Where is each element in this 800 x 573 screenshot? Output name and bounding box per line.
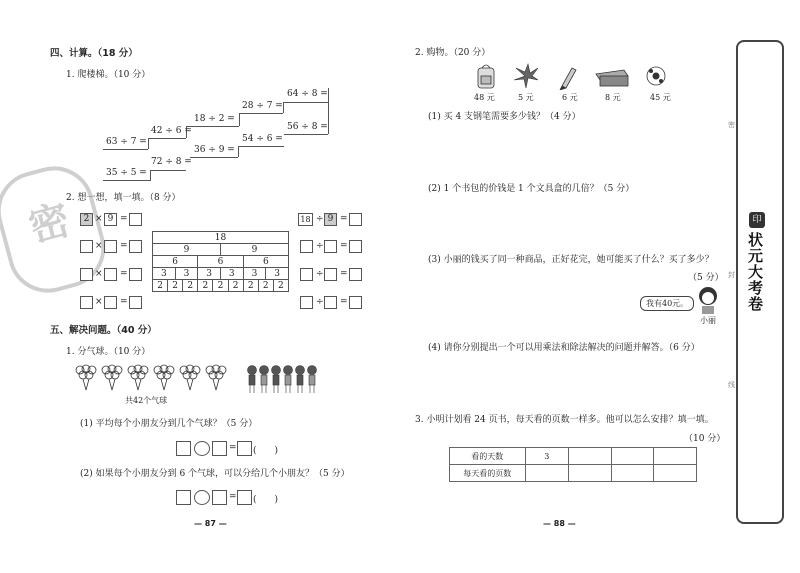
answer-box[interactable] xyxy=(237,441,252,456)
balloons-illustration xyxy=(74,364,234,394)
answer-box[interactable] xyxy=(104,240,117,253)
section-5-title: 五、解决问题。（40 分） xyxy=(50,325,157,336)
given-factor-b: 9 xyxy=(104,213,117,226)
stair-eq-5: 36 ÷ 9 = xyxy=(194,145,235,155)
page-number-right: — 88 — xyxy=(543,519,576,528)
answer-box[interactable] xyxy=(237,490,252,505)
answer-box[interactable] xyxy=(80,296,93,309)
price-backpack: 48 元 xyxy=(474,93,495,102)
reading-plan-table xyxy=(449,447,697,482)
answer-box[interactable] xyxy=(324,268,337,281)
answer-box[interactable] xyxy=(300,240,313,253)
answer-box[interactable] xyxy=(129,268,142,281)
table-row xyxy=(450,465,697,482)
answer-box[interactable] xyxy=(349,296,362,309)
table-cell[interactable] xyxy=(525,465,568,482)
table-cell[interactable] xyxy=(654,465,697,482)
given-divisor: 9 xyxy=(324,213,337,226)
stair-eq-2: 63 ÷ 7 = xyxy=(106,137,147,147)
unit-paren[interactable]: ( ) xyxy=(253,446,279,456)
answer-box[interactable] xyxy=(129,296,142,309)
question-1b-title: 1. 分气球。（10 分） xyxy=(66,347,151,357)
answer-box[interactable] xyxy=(80,268,93,281)
girl-illustration xyxy=(696,286,720,314)
seal-mark-2: 封 xyxy=(728,271,735,279)
operator-circle[interactable] xyxy=(194,490,210,505)
answer-box[interactable] xyxy=(129,213,142,226)
stair-eq-6: 18 ÷ 2 = xyxy=(194,114,235,124)
stair-eq-7: 54 ÷ 6 = xyxy=(242,134,283,144)
shopping-sub-3-score: （5 分） xyxy=(688,273,724,283)
shopping-sub-4: (4) 请你分别提出一个可以用乘法和除法解决的问题并解答。（6 分） xyxy=(428,343,700,353)
answer-box[interactable] xyxy=(212,490,227,505)
balloon-caption: 共42个气球 xyxy=(125,396,168,405)
answer-box[interactable] xyxy=(176,490,191,505)
answer-box[interactable] xyxy=(104,296,117,309)
brand-title: 状元大考卷 xyxy=(748,231,764,313)
row-label-pages: 每天看的页数 xyxy=(450,465,526,482)
shopping-sub-2: (2) 1 个书包的价钱是 1 个文具盒的几倍？（5 分） xyxy=(428,184,635,194)
question-2-title: 2. 想一想，填一填。（8 分） xyxy=(66,193,181,203)
table-cell[interactable] xyxy=(568,448,611,465)
table-cell[interactable] xyxy=(611,448,654,465)
pinwheel-plant-icon xyxy=(514,64,538,88)
soccer-ball-icon xyxy=(647,67,665,85)
answer-box[interactable] xyxy=(104,268,117,281)
table-cell[interactable] xyxy=(568,465,611,482)
operator-circle[interactable] xyxy=(194,441,210,456)
backpack-icon xyxy=(478,65,494,88)
unit-paren[interactable]: ( ) xyxy=(253,495,279,505)
segment-diagram: 18 9 9 6 6 6 3 3 3 3 3 3 2 2 2 2 2 2 2 2 2 xyxy=(152,231,289,292)
stair-eq-4: 42 ÷ 6 = xyxy=(151,126,192,136)
girl-name: 小丽 xyxy=(700,316,716,325)
answer-box[interactable] xyxy=(300,296,313,309)
pencil-case-icon xyxy=(596,70,628,86)
answer-box[interactable] xyxy=(324,240,337,253)
seal-mark-3: 线 xyxy=(728,381,735,389)
reading-plan-score: （10 分） xyxy=(684,434,726,444)
table-cell[interactable] xyxy=(611,465,654,482)
shopping-sub-1: (1) 买 4 支钢笔需要多少钱？（4 分） xyxy=(428,112,581,122)
price-pencil-case: 8 元 xyxy=(605,93,621,102)
table-cell: 3 xyxy=(525,448,568,465)
stair-eq-8: 28 ÷ 7 = xyxy=(242,101,283,111)
stair-eq-10: 64 ÷ 8 = xyxy=(287,89,328,99)
answer-box[interactable] xyxy=(324,296,337,309)
shopping-sub-3: (3) 小丽的钱买了同一种商品，正好花完，她可能买了什么？买了多少？ xyxy=(428,255,714,265)
answer-box[interactable] xyxy=(349,268,362,281)
given-factor-a: 2 xyxy=(80,213,93,226)
price-ball: 45 元 xyxy=(650,93,671,102)
stair-eq-3: 72 ÷ 8 = xyxy=(151,157,192,167)
given-dividend: 18 xyxy=(298,213,313,226)
answer-box[interactable] xyxy=(80,240,93,253)
section-4-title: 四、计算。（18 分） xyxy=(50,48,138,59)
reading-plan-question: 3. 小明计划看 24 页书，每天看的页数一样多。他可以怎么安排？填一填。 xyxy=(415,415,714,425)
answer-box[interactable] xyxy=(349,213,362,226)
shopping-title: 2. 购物。（20 分） xyxy=(415,48,491,58)
price-pinwheel: 5 元 xyxy=(518,93,534,102)
answer-box[interactable] xyxy=(212,441,227,456)
answer-box[interactable] xyxy=(349,240,362,253)
price-pen: 6 元 xyxy=(562,93,578,102)
product-icons xyxy=(470,62,670,90)
row-label-days: 看的天数 xyxy=(450,448,526,465)
stair-eq-1: 35 ÷ 5 = xyxy=(106,168,147,178)
sub-question-2: (2) 如果每个小朋友分到 6 个气球，可以分给几个小朋友？（5 分） xyxy=(80,469,350,479)
answer-box[interactable] xyxy=(176,441,191,456)
pen-icon xyxy=(560,68,576,90)
confidential-stamp: 密 xyxy=(0,157,114,301)
sub-question-1: (1) 平均每个小朋友分到几个气球？（5 分） xyxy=(80,419,258,429)
stair-eq-9: 56 ÷ 8 = xyxy=(287,122,328,132)
answer-box[interactable] xyxy=(129,240,142,253)
answer-box[interactable] xyxy=(300,268,313,281)
speech-bubble: 我有40元。 xyxy=(640,296,694,311)
seal-mark-1: 密 xyxy=(728,121,735,129)
page-number-left: — 87 — xyxy=(194,519,227,528)
children-illustration xyxy=(246,364,322,396)
publisher-logo-icon: 印 xyxy=(749,212,765,228)
table-cell[interactable] xyxy=(654,448,697,465)
question-1-title: 1. 爬楼梯。（10 分） xyxy=(66,70,151,80)
table-row xyxy=(450,448,697,465)
